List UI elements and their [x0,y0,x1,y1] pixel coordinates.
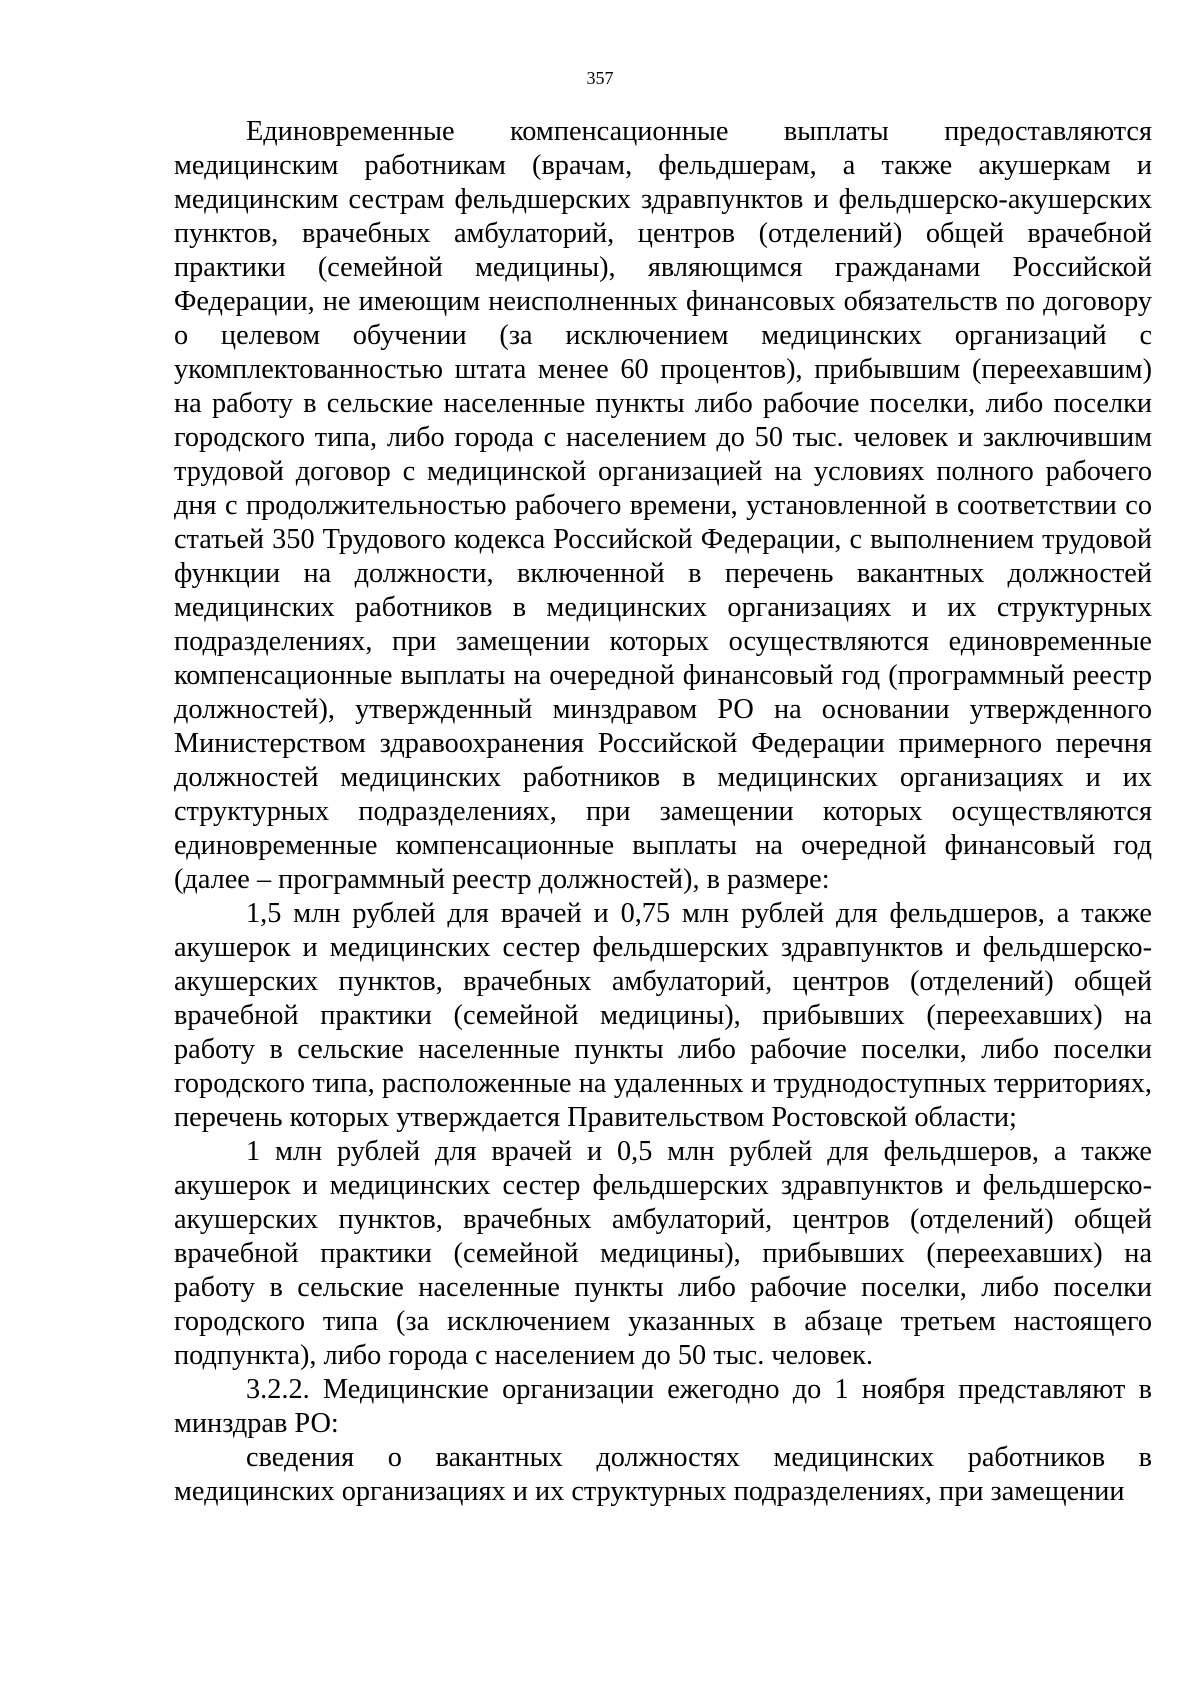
paragraph-remote-territories-amount: 1,5 млн рублей для врачей и 0,75 млн рублей для фельдшеров, а также акушерок и медицинских сестер фельдшерских здравпунктов и фельдшерско-акушерских пунктов, врачебных амбулаторий, центров (отделений) общей врачебной практики (семейной медицины), прибывших (переехавших) на работу в сельские населенные пункты либо рабочие поселки, либо поселки городского типа, расположенные на удаленных и труднодоступных территориях, перечень которых утверждается Правительством Ростовской области; [174,898,1152,1133]
paragraph-standard-amount: 1 млн рублей для врачей и 0,5 млн рублей для фельдшеров, а также акушерок и медицинских сестер фельдшерских здравпунктов и фельдшерско-акушерских пунктов, врачебных амбулаторий, центров (отделений) общей врачебной практики (семейной медицины), прибывших (переехавших) на работу в сельские населенные пункты либо рабочие поселки, либо поселки городского типа (за исключением указанных в абзаце третьем настоящего подпункта), либо города с населением до 50 тыс. человек. [174,1136,1152,1371]
paragraph-vacancy-information: сведения о вакантных должностях медицинских работников в медицинских организациях и их структурных подразделениях, при замещении [174,1442,1152,1507]
page-number: 357 [586,68,614,88]
paragraph-section-3-2-2: 3.2.2. Медицинские организации ежегодно до 1 ноября представляют в минздрав РО: [174,1374,1152,1439]
document-body [174,115,1152,1509]
paragraph-compensation-payments: Единовременные компенсационные выплаты предоставляются медицинским работникам (врачам, фельдшерам, а также акушеркам и медицинским сестрам фельдшерских здравпунктов и фельдшерско-акушерских пунктов, врачебных амбулаторий, центров (отделений) общей врачебной практики (семейной медицины), являющимся гражданами Российской Федерации, не имеющим неисполненных финансовых обязательств по договору о целевом обучении (за исключением медицинских организаций с укомплектованностью штата менее 60 процентов), прибывшим (переехавшим) на работу в сельские населенные пункты либо рабочие поселки, либо поселки городского типа, либо города с населением до 50 тыс. человек и заключившим трудовой договор с медицинской организацией на условиях полного рабочего дня с продолжительностью рабочего времени, установленной в соответствии со статьей 350 Трудового кодекса Российской Федерации, с выполнением трудовой функции на должности, включенной в перечень вакантных должностей медицинских работников в медицинских организациях и их структурных подразделениях, при замещении которых осуществляются единовременные компенсационные выплаты на очередной финансовый год (программный реестр должностей), утвержденный минздравом РО на основании утвержденного Министерством здравоохранения Российской Федерации примерного перечня должностей медицинских работников в медицинских организациях и их структурных подразделениях, при замещении которых осуществляются единовременные компенсационные выплаты на очередной финансовый год (далее – программный реестр должностей), в размере: [174,116,1152,895]
